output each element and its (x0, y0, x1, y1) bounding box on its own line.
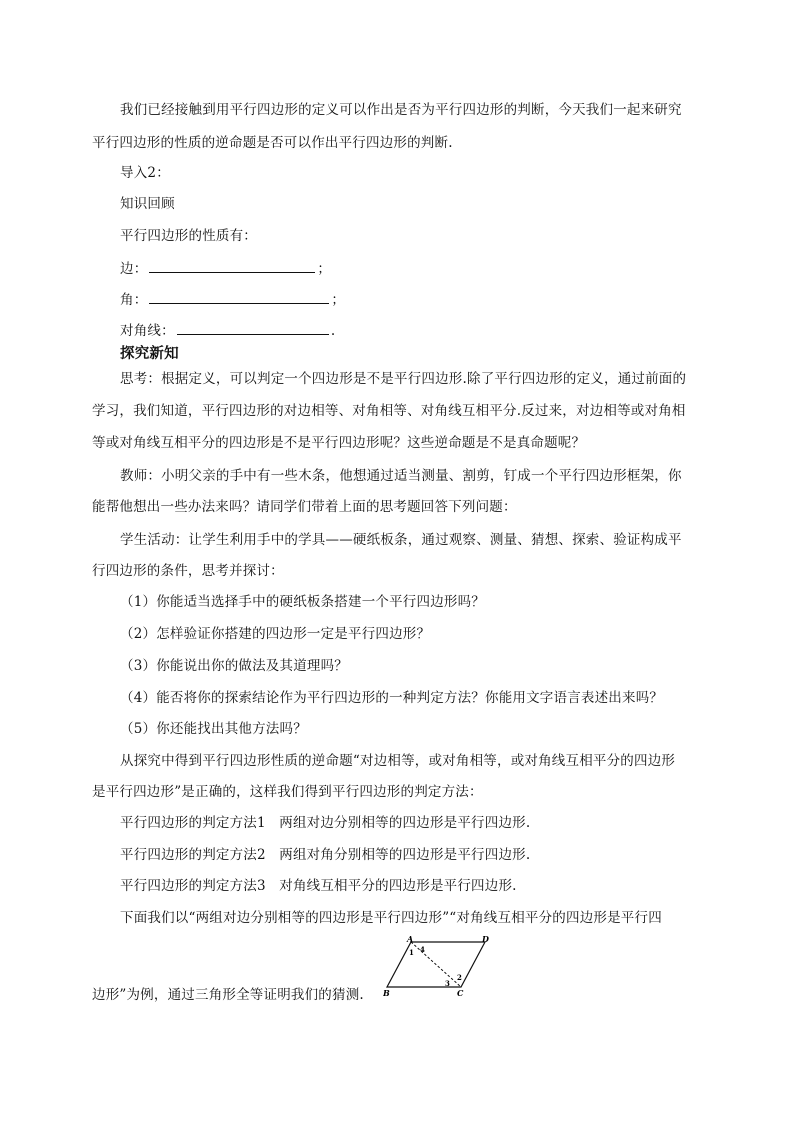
angle-end: ； (331, 292, 346, 308)
properties-title: 平行四边形的性质有： (120, 228, 257, 244)
angle-blank-row (120, 289, 345, 310)
question-2: （2）怎样验证你搭建的四边形一定是平行四边形？ (120, 626, 431, 642)
question-4: （4）能否将你的探索结论作为平行四边形的一种判定方法？你能用文字语言表述出来吗？ (120, 690, 664, 706)
angle-3-label: 3 (445, 979, 450, 988)
side-blank-row (120, 258, 331, 279)
section-title: 探究新知 (120, 345, 179, 362)
think-line-3: 等或对角线互相平分的四边形是不是平行四边形呢？这些逆命题是不是真命题呢？ (92, 435, 586, 451)
method-1: 平行四边形的判定方法1 两组对边分别相等的四边形是平行四边形. (120, 815, 531, 831)
question-1: （1）你能适当选择手中的硬纸板条搭建一个平行四边形吗？ (120, 594, 485, 610)
diagonal-blank-row (120, 320, 335, 341)
diagonal-blank[interactable] (177, 320, 329, 335)
angle-blank[interactable] (149, 289, 329, 304)
angle-4-label: 4 (420, 945, 425, 954)
think-line-1: 思考：根据定义，可以判定一个四边形是不是平行四边形.除了平行四边形的定义，通过前面的 (120, 371, 687, 387)
side-end: ； (317, 261, 332, 277)
review-title: 知识回顾 (120, 196, 175, 212)
angle-1-label: 1 (409, 948, 414, 957)
parallelogram-figure (383, 935, 493, 997)
student-line-2: 行四边形的条件，思考并探讨： (92, 563, 284, 579)
proof-line-2: 边形”为例，通过三角形全等证明我们的猜测. (92, 987, 364, 1003)
label-c: C (457, 988, 464, 997)
angle-label: 角： (120, 292, 148, 308)
think-line-2: 学习，我们知道，平行四边形的对边相等、对角相等、对角线互相平分.反过来，对边相等或对角相 (92, 403, 686, 419)
angle-2-label: 2 (457, 973, 462, 982)
intro-line-2: 平行四边形的性质的逆命题是否可以作出平行四边形的判断. (92, 135, 453, 151)
diagonal-end: . (330, 323, 336, 339)
teacher-line-1: 教师：小明父亲的手中有一些木条，他想通过适当测量、割剪，钉成一个平行四边形框架，你 (120, 468, 682, 484)
student-line-1: 学生活动：让学生利用手中的学具——硬纸板条，通过观察、测量、猜想、探索、验证构成平 (120, 532, 682, 548)
label-b: B (383, 988, 390, 997)
conclusion-line-2: 是平行四边形”是正确的，这样我们得到平行四边形的判定方法： (92, 784, 483, 800)
lead-2: 导入2： (120, 165, 170, 181)
intro-line-1: 我们已经接触到用平行四边形的定义可以作出是否为平行四边形的判断，今天我们一起来研究 (120, 102, 682, 118)
diagonal-label: 对角线： (120, 323, 175, 339)
label-a: A (407, 935, 414, 944)
question-5: （5）你还能找出其他方法吗？ (120, 721, 307, 737)
side-label: 边： (120, 261, 148, 277)
label-d: D (482, 935, 489, 944)
side-blank[interactable] (149, 258, 315, 273)
diagonal-ac (411, 942, 461, 987)
question-3: （3）你能说出你的做法及其道理吗？ (120, 658, 348, 674)
conclusion-line-1: 从探究中得到平行四边形性质的逆命题“对边相等，或对角相等，或对角线互相平分的四边形 (120, 753, 676, 769)
method-2: 平行四边形的判定方法2 两组对角分别相等的四边形是平行四边形. (120, 847, 531, 863)
method-3: 平行四边形的判定方法3 对角线互相平分的四边形是平行四边形. (120, 878, 517, 894)
proof-line-1: 下面我们以“两组对边分别相等的四边形是平行四边形”“对角线互相平分的四边形是平行四 (120, 910, 662, 926)
teacher-line-2: 能帮他想出一些办法来吗？请同学们带着上面的思考题回答下列问题： (92, 499, 517, 515)
